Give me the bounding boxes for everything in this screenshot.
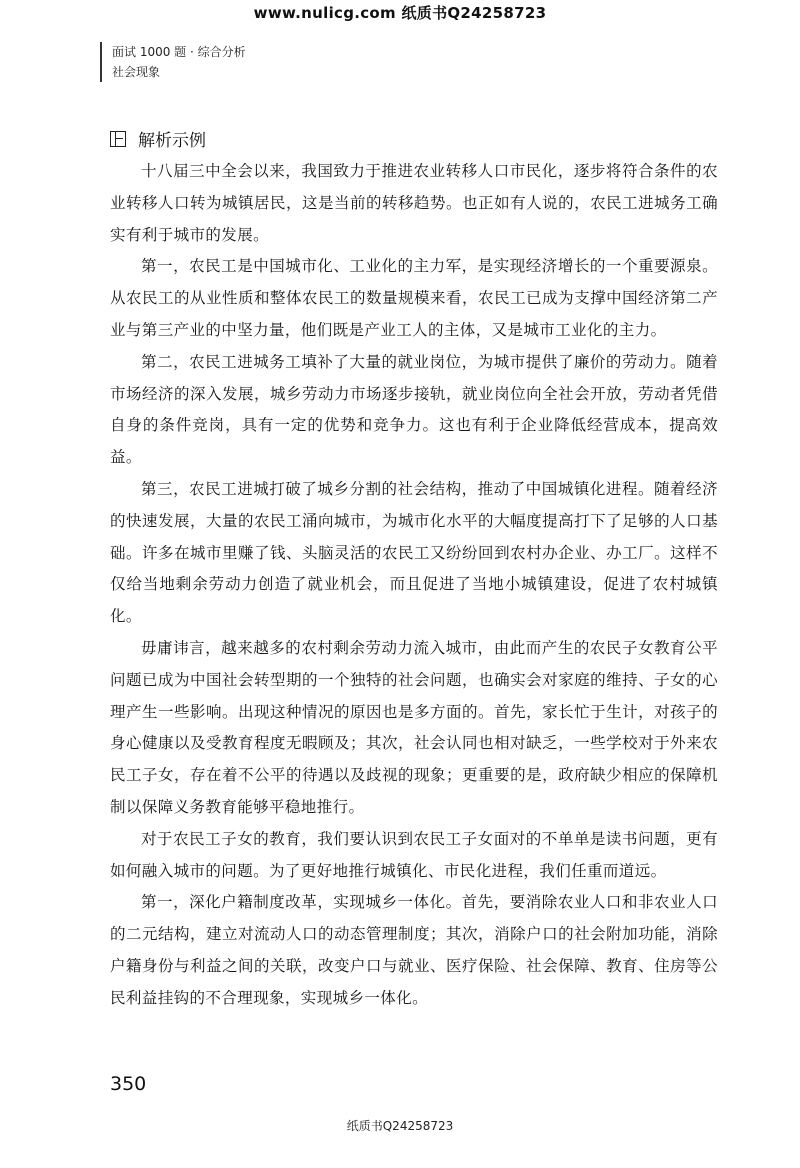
book-icon (110, 131, 126, 147)
paragraph: 十八届三中全会以来，我国致力于推进农业转移人口市民化，逐步将符合条件的农业转移人口转为城镇居民，这是当前的转移趋势。也正如有人说的，农民工进城务工确实有利于城市的发展。 (110, 162, 718, 244)
paragraph: 对于农民工子女的教育，我们要认识到农民工子女面对的不单单是读书问题，更有如何融入城市的问题。为了更好地推行城镇化、市民化进程，我们任重而道远。 (110, 829, 718, 880)
watermark-top: www.nulicg.com 纸质书Q24258723 (253, 4, 547, 22)
running-head (100, 42, 246, 82)
paragraph: 第一，农民工是中国城市化、工业化的主力军，是实现经济增长的一个重要源泉。从农民工的从业性质和整体农民工的数量规模来看，农民工已成为支撑中国经济第二产业与第三产业的中坚力量，他们既是产业工人的主体，又是城市工业化的主力。 (110, 257, 718, 339)
paragraph: 第三，农民工进城打破了城乡分割的社会结构，推动了中国城镇化进程。随着经济的快速发展，大量的农民工涌向城市，为城市化水平的大幅度提高打下了足够的人口基础。许多在城市里赚了钱、头脑灵活的农民工又纷纷回到农村办企业、办工厂。这样不仅给当地剩余劳动力创造了就业机会，而且促进了当地小城镇建设，促进了农村城镇化。 (110, 479, 718, 626)
watermark-bottom: 纸质书Q24258723 (346, 1119, 454, 1133)
section-title: 解析示例 (138, 131, 206, 151)
running-head-chapter: 社会现象 (112, 65, 161, 79)
article-body (110, 156, 718, 1015)
section-header (110, 126, 206, 151)
running-head-book-title: 面试 1000 题 · 综合分析 (112, 45, 246, 59)
paragraph: 第二，农民工进城务工填补了大量的就业岗位，为城市提供了廉价的劳动力。随着市场经济的深入发展，城乡劳动力市场逐步接轨，就业岗位向全社会开放，劳动者凭借自身的条件竞岗，具有一定的优势和竞争力。这也有利于企业降低经营成本，提高效益。 (110, 352, 718, 467)
page-number: 350 (110, 1073, 147, 1095)
paragraph: 第一，深化户籍制度改革，实现城乡一体化。首先，要消除农业人口和非农业人口的二元结构，建立对流动人口的动态管理制度；其次，消除户口的社会附加功能，消除户籍身份与利益之间的关联，改变户口与就业、医疗保险、社会保障、教育、住房等公民利益挂钩的不合理现象，实现城乡一体化。 (110, 893, 718, 1007)
paragraph: 毋庸讳言，越来越多的农村剩余劳动力流入城市，由此而产生的农民子女教育公平问题已成为中国社会转型期的一个独特的社会问题，也确实会对家庭的维持、子女的心理产生一些影响。出现这种情况的原因也是多方面的。首先，家长忙于生计，对孩子的身心健康以及受教育程度无暇顾及；其次，社会认同也相对缺乏，一些学校对于外来农民工子女，存在着不公平的待遇以及歧视的现象；更重要的是，政府缺少相应的保障机制以保障义务教育能够平稳地推行。 (110, 638, 718, 816)
